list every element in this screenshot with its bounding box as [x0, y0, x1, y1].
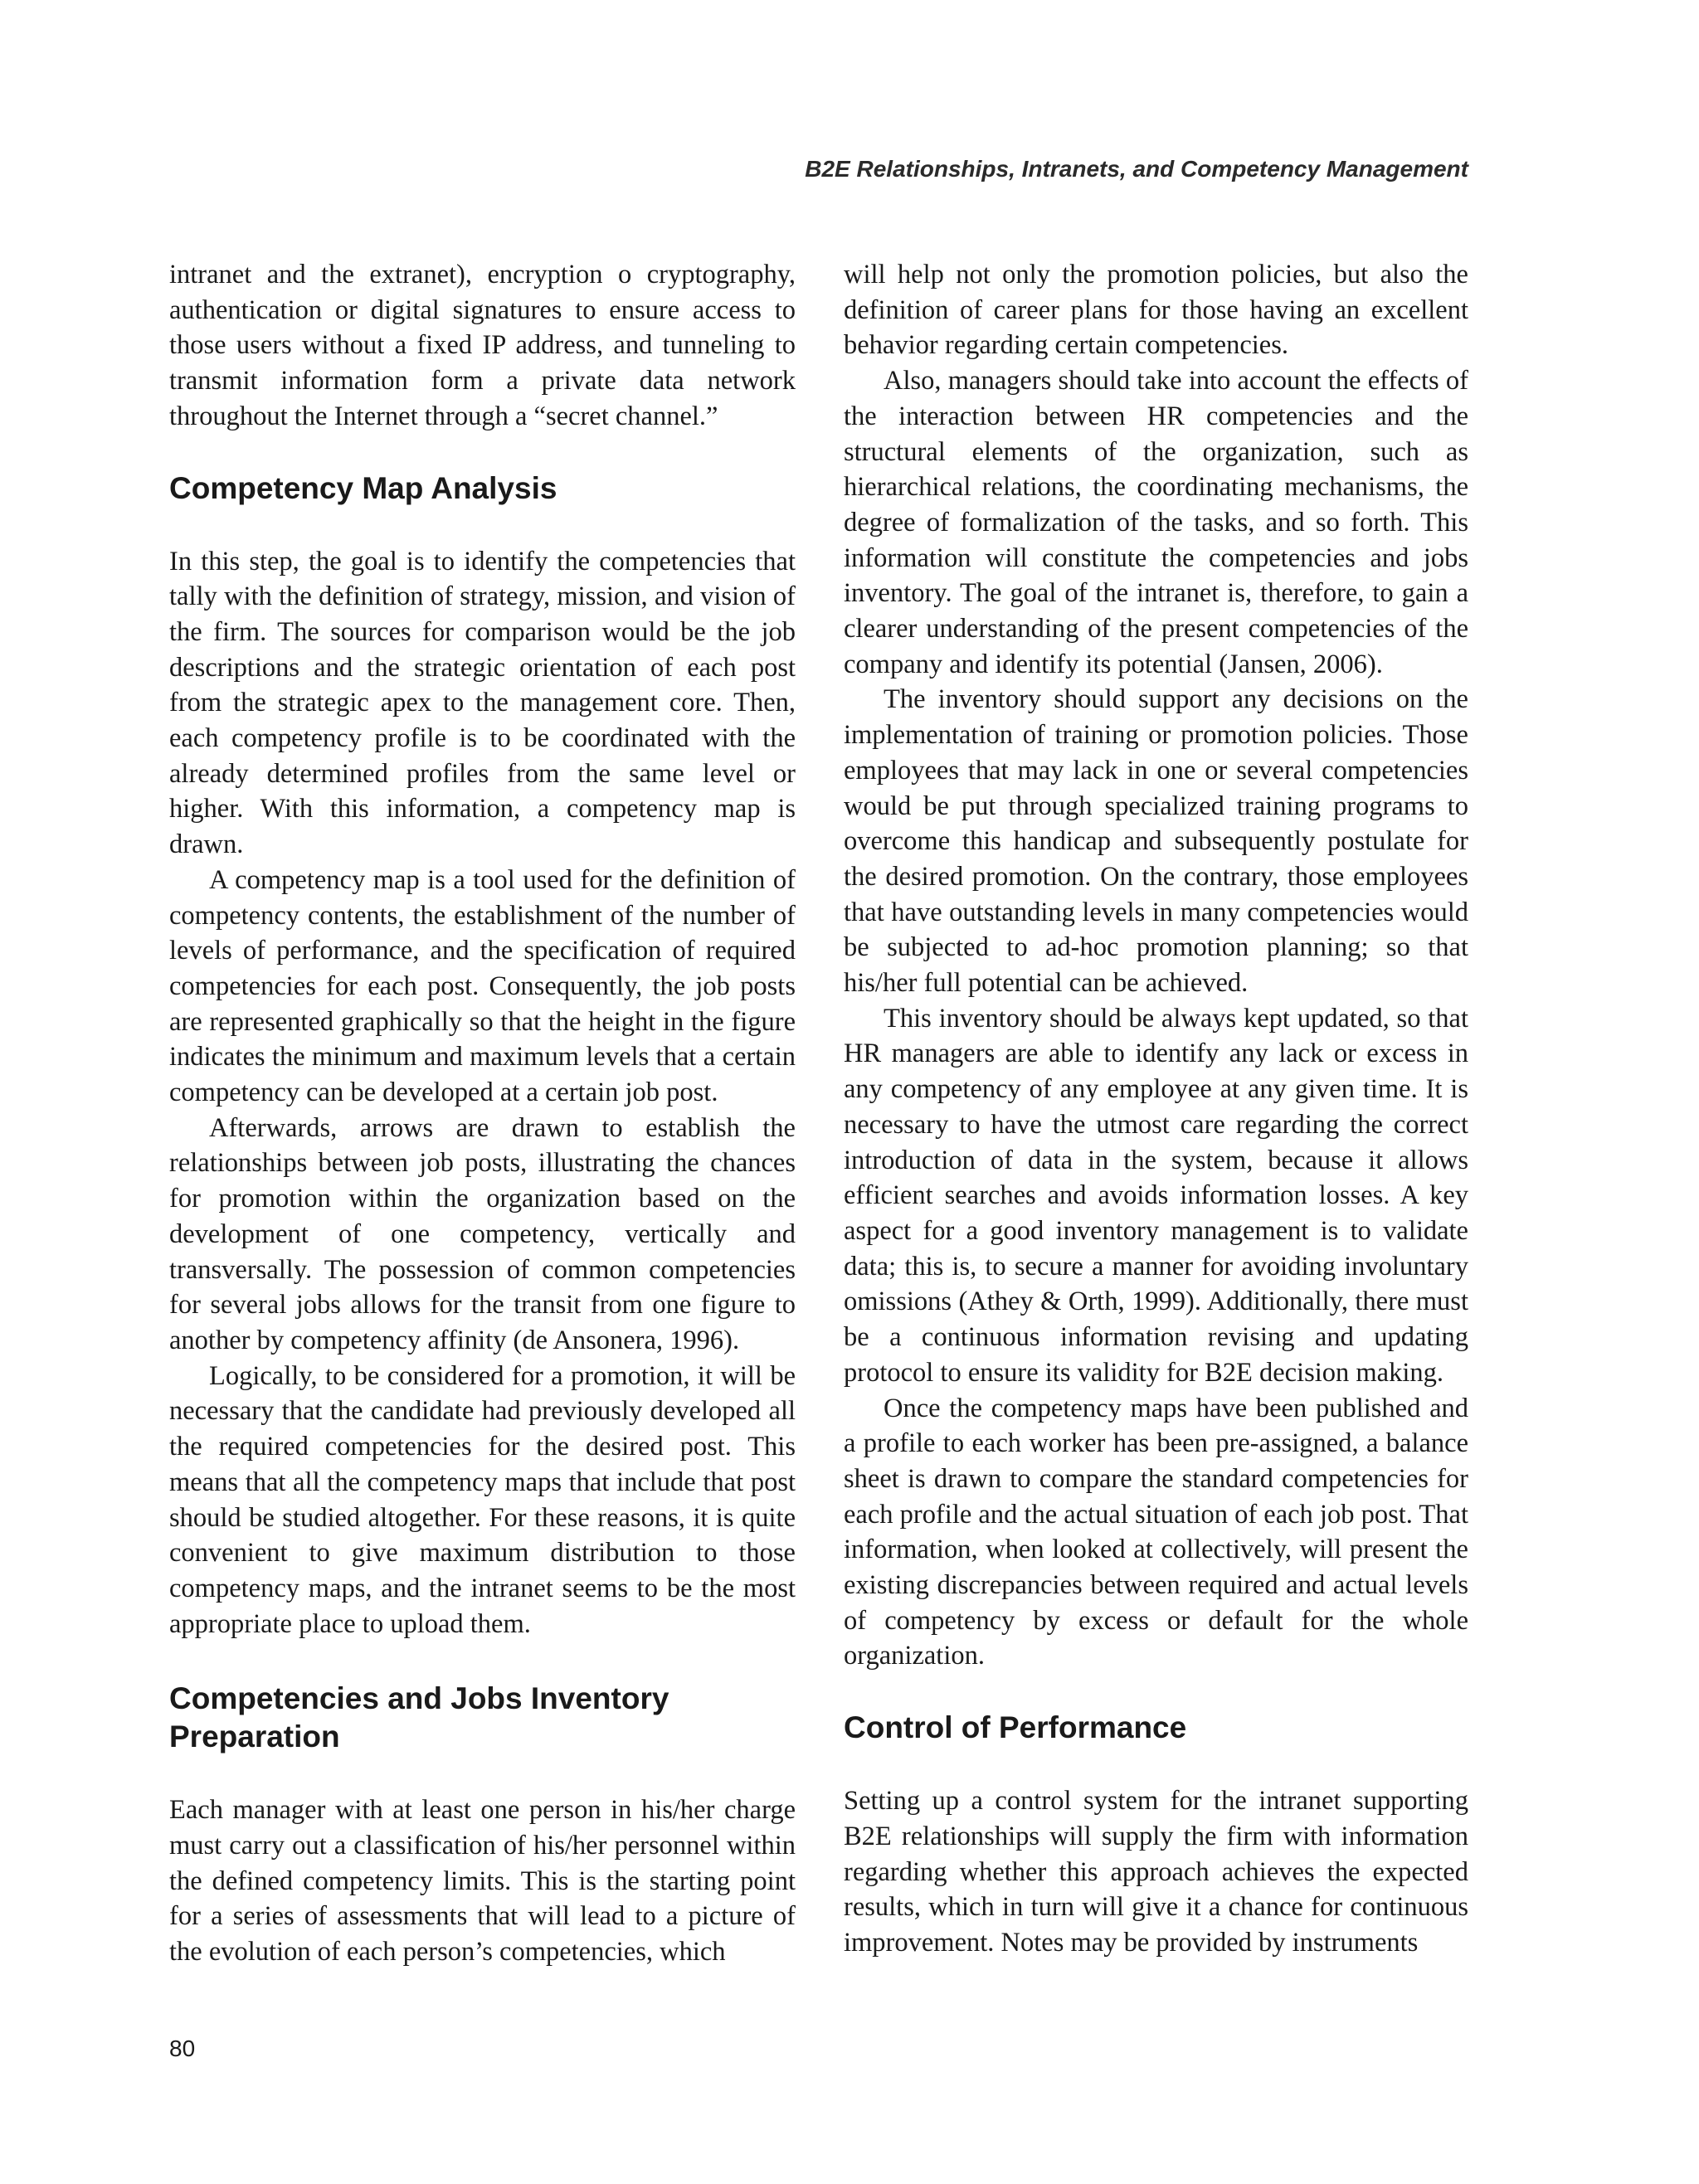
- section-heading-competency-map: Competency Map Analysis: [169, 470, 557, 505]
- running-header: B2E Relationships, Intranets, and Competency Management: [805, 156, 1468, 182]
- right-column: [844, 257, 1468, 1961]
- paragraph: The inventory should support any decisions on the implementation of training or promotion policies. Those employees that may lack in one or several competencies would be put through specialized training programs to overcome this handicap and subsequently postulate for the desired promotion. On the contrary, those employees that have outstanding levels in many competencies would be subjected to ad-hoc promotion planning; so that his/her full potential can be achieved.: [844, 684, 1468, 999]
- paragraph: Afterwards, arrows are drawn to establish the relationships between job posts, illustrating the chances for promotion within the organization based on the development of one competency, vertically and transversally. The possession of common competencies for several jobs allows for the transit from one figure to another by competency affinity (de Ansonera, 1996).: [169, 1112, 796, 1355]
- paragraph: In this step, the goal is to identify the competencies that tally with the definition of strategy, mission, and vision of the firm. The sources for comparison would be the job descriptions and the strategic orientation of each post from the strategic apex to the management core. Then, each competency profile is to be coordinated with the already determined profiles from the same level or higher. With this information, a competency map is drawn.: [169, 546, 796, 860]
- paragraph: Logically, to be considered for a promotion, it will be necessary that the candidate had previously developed all the required competencies for the desired post. This means that all the competency maps that include that post should be studied altogether. For these reasons, it is quite convenient to give maximum distribution to those competency maps, and the intranet seems to be the most appropriate place to upload them.: [169, 1360, 796, 1639]
- section-heading-inventory: Competencies and Jobs Inventory Preparation: [169, 1681, 669, 1754]
- paragraph: Setting up a control system for the intranet supporting B2E relationships will supply the firm with information regarding whether this approach achieves the expected results, which in turn will give it a chance for continuous improvement. Notes may be provided by instruments: [844, 1786, 1468, 1958]
- paragraph: Once the competency maps have been published and a profile to each worker has been pre-assigned, a balance sheet is drawn to compare the standard competencies for each profile and the actual situation of each job post. That information, when looked at collectively, will present the existing discrepancies between required and actual levels of competency by excess or default for the whole organization.: [844, 1393, 1468, 1671]
- paragraph: This inventory should be always kept updated, so that HR managers are able to identify any lack or excess in any competency of any employee at any given time. It is necessary to have the utmost care regarding the correct introduction of data in the system, because it allows efficient searches and avoids information losses. A key aspect for a good inventory management is to validate data; this is, to secure a manner for avoiding involuntary omissions (Athey & Orth, 1999). Additionally, there must be a continuous information revising and updating protocol to ensure its validity for B2E decision making.: [844, 1003, 1468, 1388]
- paragraph: Each manager with at least one person in his/her charge must carry out a classification of his/her personnel within the defined competency limits. This is the starting point for a series of assessments that will lead to a picture of the evolution of each person’s competencies, which: [169, 1795, 796, 1968]
- page-number: 80: [169, 2036, 196, 2061]
- paragraph: A competency map is a tool used for the definition of competency contents, the establishment of the number of levels of performance, and the specification of required competencies for each post. Consequently, the job posts are represented graphically so that the height in the figure indicates the minimum and maximum levels that a certain competency can be developed at a certain job post.: [169, 864, 796, 1108]
- paragraph-continued: will help not only the promotion policies, but also the definition of career plans for those having an excellent behavior regarding certain competencies.: [844, 260, 1468, 361]
- section-heading-control: Control of Performance: [844, 1710, 1187, 1745]
- left-column: [169, 257, 796, 1970]
- paragraph: Also, managers should take into account the effects of the interaction between HR competencies and the structural elements of the organization, such as hierarchical relations, the coordinating mechanisms, the degree of formalization of the tasks, and so forth. This information will constitute the competencies and jobs inventory. The goal of the intranet is, therefore, to gain a clearer understanding of the present competencies of the company and identify its potential (Jansen, 2006).: [844, 366, 1468, 679]
- paragraph-continued: intranet and the extranet), encryption o cryptography, authentication or digital signatures to ensure access to those users without a fixed IP address, and tunneling to transmit information form a private data network throughout the Internet through a “secret channel.”: [169, 260, 796, 431]
